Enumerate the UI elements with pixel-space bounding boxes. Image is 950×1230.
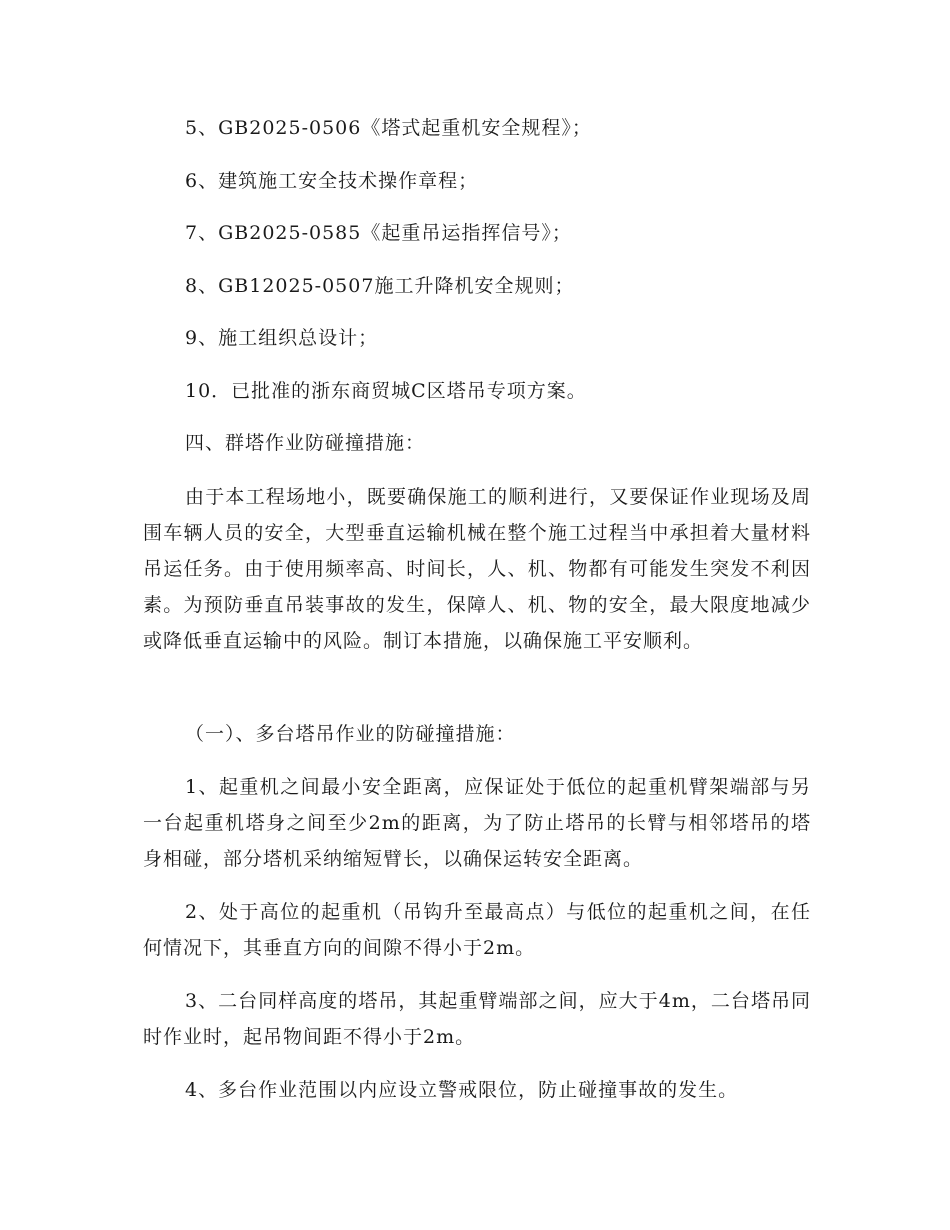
reference-item: 6、建筑施工安全技术操作章程； [185,170,479,192]
section-heading: 四、群塔作业防碰撞措施： [185,432,426,454]
reference-item: 8、GB12025-0507施工升降机安全规则； [185,275,575,297]
measure-item: 4、多台作业范围以内应设立警戒限位，防止碰撞事故的发生。 [185,1079,739,1101]
measure-item: 3、二台同样高度的塔吊，其起重臂端部之间，应大于4m，二台塔吊同时作业时，起吊物间距不得小于2m。 [143,990,811,1048]
measure-item: 2、处于高位的起重机（吊钩升至最高点）与低位的起重机之间，在任何情况下，其垂直方向的间隙不得小于2m。 [143,901,811,959]
subsection-heading: （一）、多台塔吊作业的防碰撞措施： [185,723,516,745]
reference-item: 7、GB2025-0585《起重吊运指挥信号》； [185,222,572,244]
reference-item: 5、GB2025-0506《塔式起重机安全规程》； [185,117,592,139]
reference-item: 10．已批准的浙东商贸城C区塔吊专项方案。 [185,380,587,402]
intro-paragraph: 由于本工程场地小，既要确保施工的顺利进行，又要保证作业现场及周围车辆人员的安全，大型垂直运输机械在整个施工过程当中承担着大量材料吊运任务。由于使用频率高、时间长，人、机、物都有可能发生突发不利因素。为预防垂直吊装事故的发生，保障人、机、物的安全，最大限度地减少或降低垂直运输中的风险。制订本措施，以确保施工平安顺利。 [143,486,811,652]
reference-item: 9、施工组织总设计； [185,327,379,349]
measure-item: 1、起重机之间最小安全距离，应保证处于低位的起重机臂架端部与另一台起重机塔身之间至少2m的距离，为了防止塔吊的长臂与相邻塔吊的塔身相碰，部分塔机采纳缩短臂长，以确保运转安全距离。 [143,776,811,870]
